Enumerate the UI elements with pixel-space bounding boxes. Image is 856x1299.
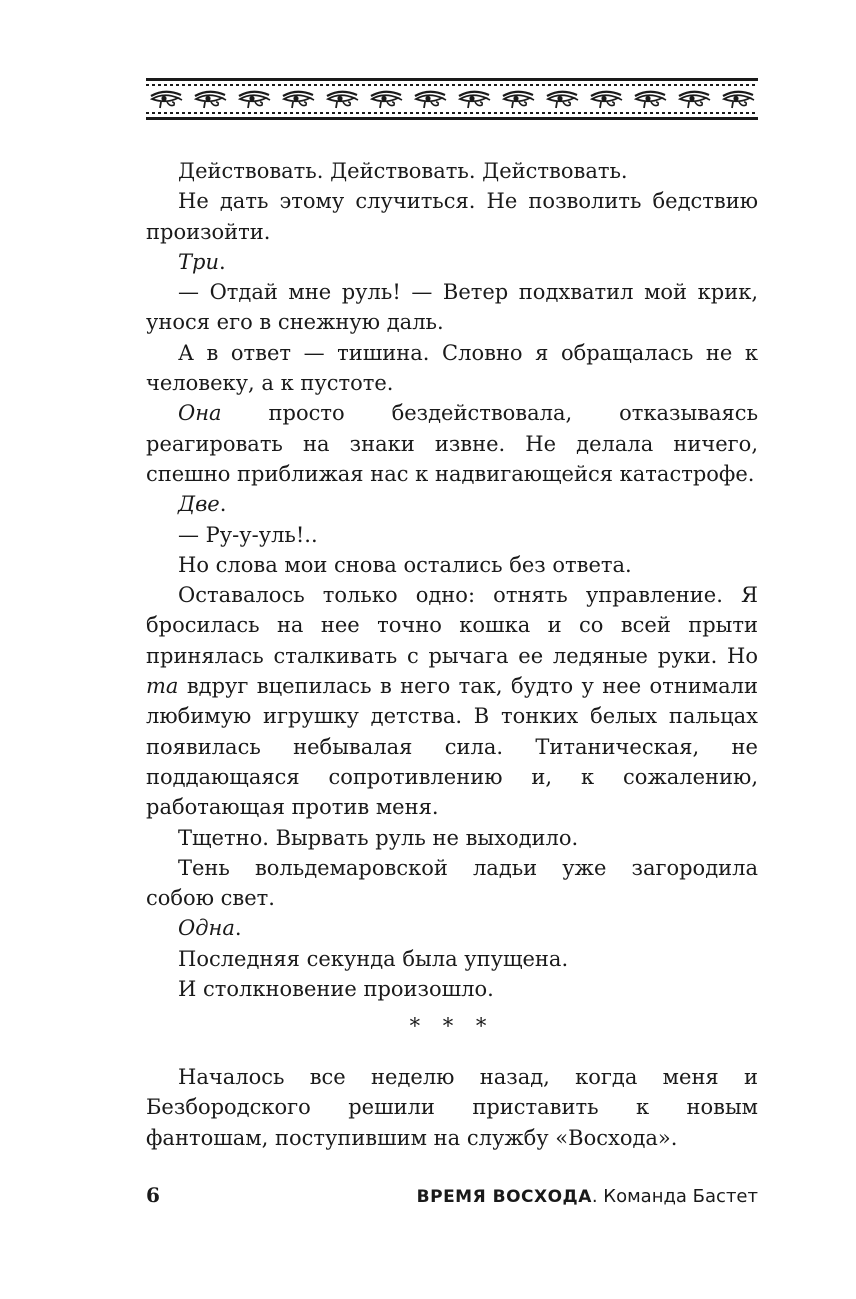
paragraph: Действовать. Действовать. Действовать. <box>178 159 628 183</box>
main-text <box>146 156 758 1004</box>
paragraph: Последняя секунда была упущена. <box>178 946 569 971</box>
paragraph: Не дать этому случиться. Не позволить бедствию произойти. <box>146 189 758 244</box>
paragraph: А в ответ — тишина. Словно я обращалась не к человеку, а к пустоте. <box>146 340 758 396</box>
book-title: . Команда Бастет <box>591 1186 758 1207</box>
paragraph: Две. <box>178 492 227 517</box>
eye-of-horus-icon <box>720 89 756 109</box>
paragraph: Одна. <box>178 916 242 941</box>
section-separator: * * * <box>409 1014 495 1038</box>
paragraph: И столкновение произошло. <box>178 977 494 1002</box>
eye-of-horus-icon <box>456 89 492 109</box>
eye-of-horus-icon <box>632 89 668 109</box>
paragraph: Но слова мои снова остались без ответа. <box>178 552 632 577</box>
eye-of-horus-icon <box>148 89 184 109</box>
page-footer <box>146 1183 758 1207</box>
eye-of-horus-icon <box>368 89 404 109</box>
page-number: 6 <box>146 1183 160 1207</box>
paragraph: Три. <box>178 249 226 274</box>
paragraph: — Ру-у-уль!.. <box>178 522 318 547</box>
main-text-continued <box>146 1062 758 1153</box>
eye-of-horus-icon <box>676 89 712 109</box>
ornament-bottom-dots <box>146 112 758 114</box>
eye-of-horus-icon <box>412 89 448 109</box>
eye-of-horus-icon <box>192 89 228 109</box>
paragraph: Началось все неделю назад, когда меня и Безбородского решили приставить к новым фантошам, поступившим на службу «Восхода». <box>146 1065 758 1150</box>
header-ornament <box>146 78 758 120</box>
paragraph: Она просто бездействовала, отказываясь реагировать на знаки извне. Не делала ничего, спешно приближая нас к надвигающейся катастрофе. <box>146 401 758 486</box>
eye-of-horus-icon <box>324 89 360 109</box>
ornament-bottom-rule <box>146 117 758 120</box>
ornament-top-rule <box>146 78 758 81</box>
eye-of-horus-icon <box>500 89 536 109</box>
eye-of-horus-icon <box>588 89 624 109</box>
eye-of-horus-icon <box>236 89 272 109</box>
eye-of-horus-icon <box>280 89 316 109</box>
eye-of-horus-icon <box>544 89 580 109</box>
paragraph: Тщетно. Вырвать руль не выходило. <box>178 825 579 850</box>
ornament-eye-row <box>146 88 758 110</box>
ornament-top-dots <box>146 84 758 86</box>
paragraph: — Отдай мне руль! — Ветер подхватил мой крик, унося его в снежную даль. <box>146 280 758 335</box>
paragraph: Оставалось только одно: отнять управление. Я бросилась на нее точно кошка и со всей прыти принялась сталкивать с рычага ее ледяные руки. Но та вдруг вцепилась в него так, будто у нее отнимали любимую игрушку детства. В тонких белых пальцах появилась небывалая сила. Титаническая, не поддающаяся сопротивлению и, к сожалению, работающая против меня. <box>146 583 758 820</box>
series-title: ВРЕМЯ ВОСХОДА <box>416 1187 592 1207</box>
paragraph: Тень вольдемаровской ладьи уже загородила собою свет. <box>146 855 758 911</box>
running-head <box>417 1183 758 1207</box>
